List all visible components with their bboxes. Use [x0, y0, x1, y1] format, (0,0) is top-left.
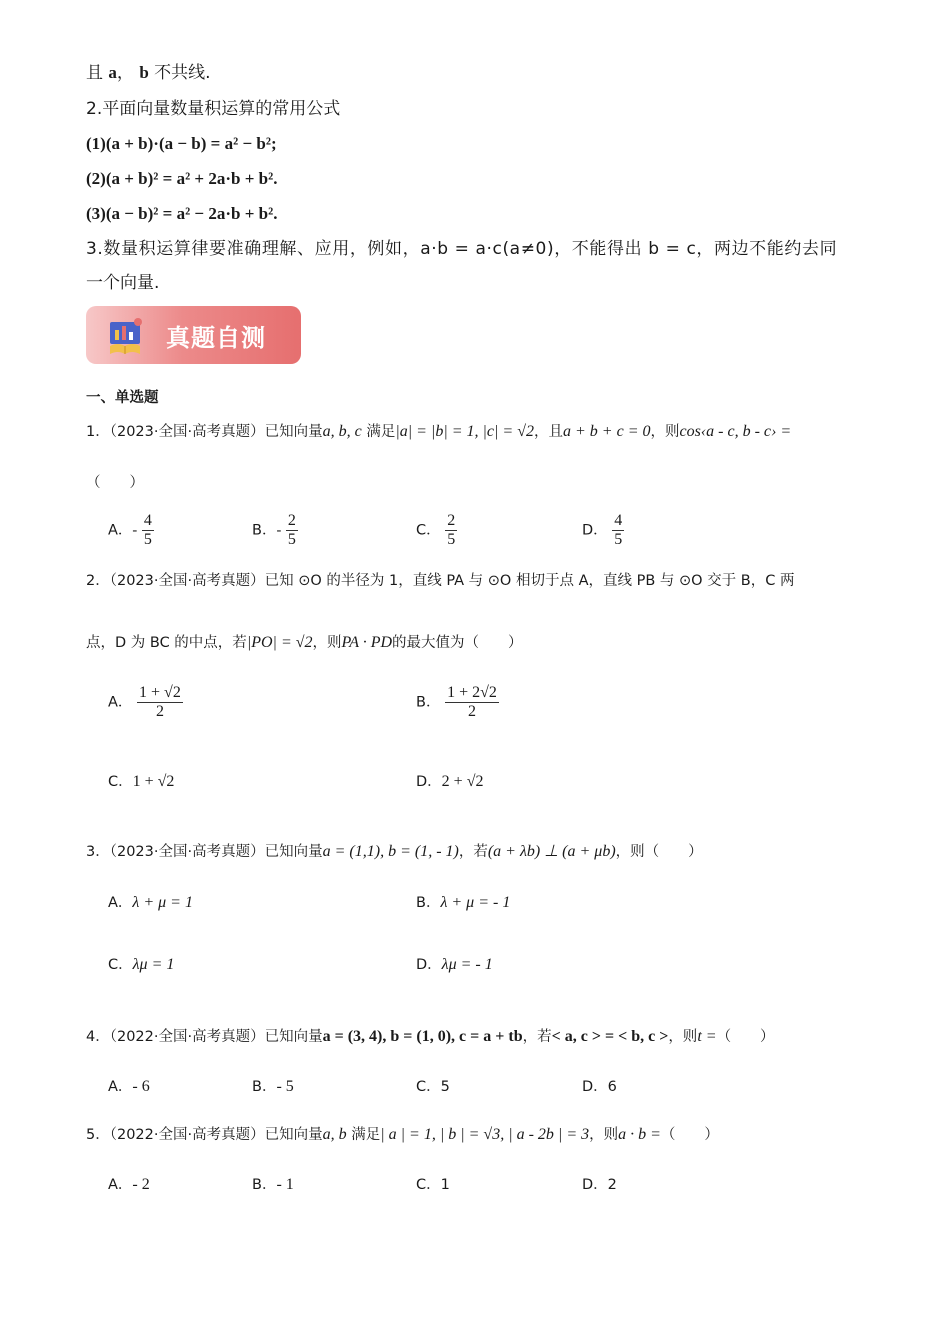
option-5a[interactable] [108, 1175, 150, 1195]
option-4d[interactable] [582, 1077, 617, 1097]
vector-a: a [108, 63, 117, 82]
option-label: A． [108, 1079, 133, 1095]
question-2 [86, 571, 794, 591]
question-text: ，则 [668, 1029, 698, 1045]
math-expr: a = (3, 4), b = (1, 0), c = a + tb [322, 1028, 523, 1045]
question-number: 4． [86, 1029, 110, 1045]
question-4 [86, 1027, 775, 1047]
book-chart-icon [108, 316, 146, 356]
question-1 [86, 422, 791, 442]
option-4b[interactable] [252, 1077, 294, 1097]
formula-3: (3)(a − b)² = a² − 2a·b + b². [86, 204, 278, 223]
option-expr: 6 [607, 1079, 617, 1095]
option-3a[interactable] [108, 893, 193, 913]
vector-b: b [139, 63, 149, 82]
option-5d[interactable] [582, 1175, 617, 1195]
question-text: ，若 [458, 844, 488, 860]
option-expr: 2 [607, 1177, 617, 1193]
option-expr: λ + μ = - 1 [440, 894, 511, 911]
question-number: 1． [86, 424, 110, 440]
option-fraction [137, 684, 183, 721]
math-expr: (a + λb) ⊥ (a + μb) [487, 843, 616, 860]
option-5c[interactable] [416, 1175, 450, 1195]
option-expr: 5 [440, 1079, 450, 1095]
option-label: B． [416, 694, 441, 711]
fraction-denominator: 5 [447, 531, 456, 548]
option-4c[interactable] [416, 1077, 450, 1097]
intro-line-noncollinear [86, 62, 211, 84]
question-text: ，若 [522, 1029, 552, 1045]
fraction-denominator: 5 [287, 531, 296, 548]
option-expr: λμ = - 1 [441, 956, 493, 973]
math-expr: a, b [322, 1126, 347, 1143]
question-source: （2022·全国·高考真题） [109, 1127, 265, 1143]
math-expr: |a| = |b| = 1, |c| = √2 [395, 423, 534, 440]
math-expr: PA · PD [341, 634, 393, 651]
intro-text: 不共线. [148, 63, 211, 83]
answer-paren: （ ） [660, 1127, 719, 1143]
fraction-denominator: 2 [155, 703, 164, 720]
option-label: D． [582, 1079, 608, 1095]
option-fraction [142, 512, 154, 549]
option-2c[interactable] [108, 772, 174, 792]
math-expr: | a | = 1, | b | = √3, | a - 2b | = 3 [380, 1126, 590, 1143]
option-3b[interactable] [416, 893, 510, 913]
option-1d[interactable] [582, 512, 624, 549]
section-title: 一、单选题 [86, 390, 159, 406]
option-3d[interactable] [416, 955, 493, 975]
question-text: 的最大值为（ ） [392, 635, 523, 651]
question-source: （2023·全国·高考真题） [109, 573, 265, 589]
option-fraction [445, 684, 499, 721]
fraction-denominator: 5 [614, 531, 623, 548]
option-label: C． [108, 774, 133, 790]
option-3c[interactable] [108, 955, 174, 975]
option-label: D． [582, 1177, 608, 1193]
question-text: ，则 [589, 1127, 619, 1143]
option-label: C． [108, 957, 133, 973]
option-expr: 1 + √2 [132, 773, 175, 790]
option-4a[interactable] [108, 1077, 150, 1097]
option-label: D． [582, 522, 608, 539]
formula-heading: 2.平面向量数量积运算的常用公式 [86, 99, 341, 119]
option-5b[interactable] [252, 1175, 294, 1195]
answer-paren: （ ） [86, 475, 144, 491]
question-text: ，则 [650, 424, 680, 440]
answer-paren: （ ） [716, 1029, 775, 1045]
intro-sep: ， [116, 63, 140, 83]
question-number: 2． [86, 573, 110, 589]
question-number: 3． [86, 844, 110, 860]
fraction-numerator: 1 + 2√2 [447, 684, 497, 701]
math-expr: a · b = [618, 1126, 661, 1143]
math-expr: cos‹a - c, b - c› = [679, 423, 792, 440]
fraction-numerator: 4 [614, 512, 623, 529]
option-fraction [286, 512, 298, 549]
math-expr: a, b, c [322, 423, 362, 440]
question-text: 已知 ⊙O 的半径为 1，直线 PA 与 ⊙O 相切于点 A，直线 PB 与 ⊙O 交于 B，C 两 [264, 573, 795, 589]
math-expr: < a, c > = < b, c > [551, 1028, 669, 1045]
section-banner [86, 306, 301, 364]
option-label: B． [252, 1079, 277, 1095]
option-fraction [445, 512, 457, 549]
fraction-denominator: 2 [467, 703, 476, 720]
math-expr: |PO| = √2 [246, 634, 313, 651]
formula-2: (2)(a + b)² = a² + 2a·b + b². [86, 169, 278, 188]
option-1b[interactable] [252, 512, 298, 549]
option-label: B． [252, 522, 277, 539]
option-2b[interactable] [416, 684, 499, 721]
fraction-numerator: 1 + √2 [139, 684, 181, 701]
fraction-numerator: 2 [287, 512, 296, 529]
option-label: B． [252, 1177, 277, 1193]
option-label: D． [416, 774, 442, 790]
question-text: ，则（ ） [615, 844, 703, 860]
formula-1: (1)(a + b)·(a − b) = a² − b²; [86, 134, 277, 153]
option-label: A． [108, 522, 133, 539]
question-text: 已知向量 [264, 424, 323, 440]
fraction-numerator: 2 [447, 512, 456, 529]
option-label: C． [416, 1177, 441, 1193]
option-label: A． [108, 895, 133, 911]
question-text: 满足 [346, 1127, 381, 1143]
option-expr: 1 [440, 1177, 450, 1193]
question-source: （2023·全国·高考真题） [109, 844, 265, 860]
option-label: B． [416, 895, 441, 911]
option-1c[interactable] [416, 512, 457, 549]
question-text: ，且 [534, 424, 563, 440]
question-text: 已知向量 [264, 1029, 323, 1045]
option-fraction [612, 512, 624, 549]
question-text: 满足 [361, 424, 396, 440]
option-expr: λ + μ = 1 [132, 894, 193, 911]
question-text: 已知向量 [264, 1127, 323, 1143]
option-expr: 2 + √2 [441, 773, 484, 790]
math-expr: a + b + c = 0 [563, 423, 651, 440]
option-sign: - [276, 522, 282, 539]
option-label: C． [416, 1079, 441, 1095]
option-label: D． [416, 957, 442, 973]
question-source: （2023·全国·高考真题） [109, 424, 265, 440]
intro-text: 且 [86, 63, 109, 83]
math-expr: t = [697, 1028, 717, 1045]
option-sign: - [132, 522, 138, 539]
question-text: 已知向量 [264, 844, 323, 860]
option-2a[interactable] [108, 684, 183, 721]
question-source: （2022·全国·高考真题） [109, 1029, 265, 1045]
fraction-denominator: 5 [143, 531, 152, 548]
rule-paragraph-line2: 一个向量. [86, 273, 160, 293]
question-5 [86, 1125, 719, 1145]
math-expr: a = (1,1), b = (1, - 1) [322, 843, 459, 860]
option-2d[interactable] [416, 772, 483, 792]
rule-paragraph-line1: 3.数量积运算律要准确理解、应用，例如，a·b = a·c(a≠0)，不能得出 b = c，两边不能约去同 [86, 239, 838, 259]
option-expr: - 2 [132, 1176, 150, 1193]
option-expr: - 5 [276, 1078, 294, 1095]
question-text: ，则 [312, 635, 342, 651]
question-number: 5． [86, 1127, 110, 1143]
option-expr: - 1 [276, 1176, 294, 1193]
option-1a[interactable] [108, 512, 154, 549]
option-expr: - 6 [132, 1078, 150, 1095]
question-2-line2 [86, 633, 523, 653]
banner-title: 真题自测 [166, 324, 266, 352]
fraction-numerator: 4 [143, 512, 152, 529]
option-label: C． [416, 522, 441, 539]
question-text: 点，D 为 BC 的中点，若 [86, 635, 247, 651]
question-3 [86, 842, 703, 862]
option-label: A． [108, 694, 133, 711]
option-label: A． [108, 1177, 133, 1193]
option-expr: λμ = 1 [132, 956, 175, 973]
